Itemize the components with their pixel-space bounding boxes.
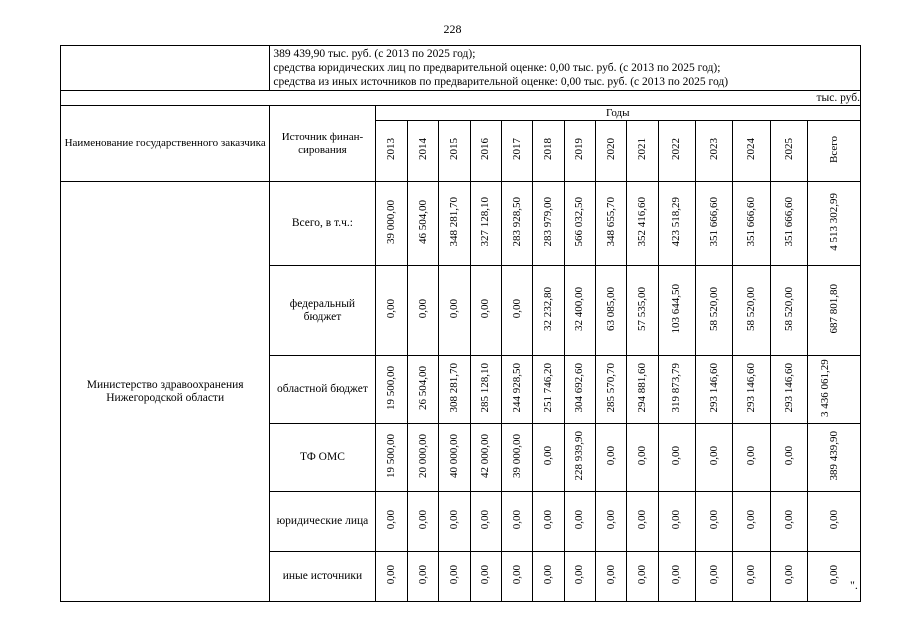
value-cell: [733, 356, 770, 424]
value-cell: [470, 424, 501, 492]
value-cell: [470, 552, 501, 602]
value-text: 283 928,50: [510, 196, 523, 247]
continuation-empty-cell: [61, 46, 270, 91]
value-text: 0,00: [670, 445, 683, 466]
value-text: 19 500,00: [384, 433, 397, 478]
header-customer: Наименование государственного заказчика: [61, 106, 270, 182]
value-cell: [696, 182, 733, 266]
header-year: [533, 121, 564, 182]
value-text: 285 570,70: [604, 362, 617, 413]
header-year-label: 2018: [541, 138, 554, 160]
continuation-text: [270, 46, 861, 91]
value-text: 0,00: [745, 445, 758, 466]
value-cell: [627, 492, 658, 552]
header-total-label: Всего: [827, 135, 840, 163]
continuation-row: [61, 46, 861, 91]
table-body: [61, 182, 861, 602]
page-number: 228: [443, 22, 462, 36]
header-year: [658, 121, 695, 182]
value-cell: [564, 182, 595, 266]
value-text: 0,00: [447, 564, 460, 585]
row-total-text: 687 801,80: [827, 283, 840, 334]
header-year: [627, 121, 658, 182]
funding-source: областной бюджет: [270, 356, 375, 424]
value-cell: [407, 356, 438, 424]
value-cell: [375, 266, 407, 356]
value-text: 304 692,60: [573, 362, 586, 413]
value-cell: [564, 356, 595, 424]
value-text: 0,00: [745, 564, 758, 585]
value-cell: [407, 182, 438, 266]
value-text: 228 939,90: [573, 430, 586, 481]
value-text: 0,00: [510, 509, 523, 530]
value-cell: [770, 424, 807, 492]
value-text: 0,00: [510, 298, 523, 319]
value-cell: [733, 424, 770, 492]
value-text: 308 281,70: [447, 362, 460, 413]
value-cell: [658, 182, 695, 266]
continuation-line: 389 439,90 тыс. руб. (с 2013 по 2025 год);: [273, 48, 476, 60]
value-text: 293 146,60: [782, 362, 795, 413]
value-cell: [501, 552, 532, 602]
value-cell: [439, 356, 470, 424]
value-cell: [533, 424, 564, 492]
funding-source: федеральный бюджет: [270, 266, 375, 356]
value-cell: [770, 356, 807, 424]
value-cell: [595, 492, 626, 552]
value-cell: [533, 266, 564, 356]
value-text: 0,00: [604, 509, 617, 530]
value-text: 0,00: [510, 564, 523, 585]
value-text: 0,00: [479, 298, 492, 319]
header-year: [770, 121, 807, 182]
value-text: 103 644,50: [670, 283, 683, 334]
header-year-label: 2013: [384, 138, 397, 160]
value-cell: [627, 424, 658, 492]
header-total: [808, 121, 861, 182]
value-text: 0,00: [479, 564, 492, 585]
value-cell: [470, 492, 501, 552]
value-text: 0,00: [635, 445, 648, 466]
value-text: 0,00: [541, 509, 554, 530]
value-cell: [533, 492, 564, 552]
header-year-label: 2021: [635, 138, 648, 160]
value-text: 0,00: [541, 564, 554, 585]
value-cell: [501, 424, 532, 492]
value-cell: [533, 182, 564, 266]
value-text: 0,00: [384, 298, 397, 319]
value-cell: [696, 266, 733, 356]
value-text: 352 416,60: [635, 196, 648, 247]
value-text: 0,00: [384, 564, 397, 585]
header-years-group: Годы: [375, 106, 860, 121]
header-year-label: 2016: [479, 138, 492, 160]
row-total-text: 0,00: [827, 509, 840, 530]
value-cell: [375, 182, 407, 266]
value-cell: [770, 266, 807, 356]
value-cell: [501, 356, 532, 424]
value-text: 0,00: [670, 564, 683, 585]
value-cell: [658, 356, 695, 424]
value-text: 0,00: [782, 564, 795, 585]
funding-source: ТФ ОМС: [270, 424, 375, 492]
value-text: 32 232,80: [541, 286, 554, 331]
value-text: 0,00: [447, 509, 460, 530]
value-text: 0,00: [707, 564, 720, 585]
value-text: 293 146,60: [745, 362, 758, 413]
value-text: 251 746,20: [541, 362, 554, 413]
value-text: 0,00: [416, 509, 429, 530]
value-cell: [501, 492, 532, 552]
value-cell: [439, 492, 470, 552]
value-cell: [439, 266, 470, 356]
header-year-label: 2025: [782, 138, 795, 160]
row-total-cell: [808, 182, 861, 266]
value-cell: [770, 492, 807, 552]
value-text: 348 655,70: [604, 196, 617, 247]
value-cell: [375, 424, 407, 492]
value-cell: [733, 552, 770, 602]
header-source: Источник финан-сирования: [270, 106, 375, 182]
funding-source: Всего, в т.ч.:: [270, 182, 375, 266]
value-cell: [470, 356, 501, 424]
value-text: 294 881,60: [635, 362, 648, 413]
value-text: 351 666,60: [782, 196, 795, 247]
value-cell: [439, 182, 470, 266]
value-cell: [658, 266, 695, 356]
value-cell: [501, 266, 532, 356]
value-cell: [533, 552, 564, 602]
value-cell: [595, 182, 626, 266]
table-row: [61, 182, 861, 266]
value-text: 351 666,60: [707, 196, 720, 247]
value-cell: [595, 266, 626, 356]
row-total-cell: [808, 356, 861, 424]
row-total-text: 4 513 302,99: [827, 192, 840, 251]
value-text: 0,00: [416, 298, 429, 319]
value-text: 57 535,00: [635, 286, 648, 331]
value-cell: [658, 552, 695, 602]
value-cell: [375, 552, 407, 602]
value-cell: [770, 552, 807, 602]
continuation-line: средства юридических лиц по предварительной оценке: 0,00 тыс. руб. (с 2013 по 2025 год);: [273, 62, 721, 74]
value-cell: [658, 424, 695, 492]
value-text: 0,00: [670, 509, 683, 530]
value-text: 0,00: [604, 564, 617, 585]
value-cell: [696, 492, 733, 552]
value-cell: [733, 266, 770, 356]
value-text: 0,00: [782, 445, 795, 466]
header-year-label: 2023: [707, 138, 720, 160]
value-text: 319 873,79: [670, 362, 683, 413]
value-text: 293 146,60: [707, 362, 720, 413]
closing-mark: ".: [850, 578, 858, 592]
header-year-label: 2015: [447, 138, 460, 160]
value-text: 39 000,00: [384, 199, 397, 244]
value-text: 348 281,70: [447, 196, 460, 247]
value-text: 63 085,00: [604, 286, 617, 331]
value-text: 0,00: [573, 564, 586, 585]
customer-name: Министерство здравоохранения Нижегородской области: [61, 182, 270, 602]
value-text: 32 400,00: [573, 286, 586, 331]
value-cell: [595, 552, 626, 602]
funding-source: иные источники: [270, 552, 375, 602]
value-text: 0,00: [447, 298, 460, 319]
value-text: 58 520,00: [707, 286, 720, 331]
value-text: 327 128,10: [479, 196, 492, 247]
value-cell: [564, 424, 595, 492]
value-text: 0,00: [635, 509, 648, 530]
continuation-line: средства из иных источников по предварительной оценке: 0,00 тыс. руб. (с 2013 по 2025 год): [273, 76, 729, 88]
value-cell: [770, 182, 807, 266]
header-year-label: 2022: [670, 138, 683, 160]
value-text: 0,00: [707, 509, 720, 530]
value-text: 58 520,00: [745, 286, 758, 331]
row-total-cell: [808, 424, 861, 492]
value-text: 58 520,00: [782, 286, 795, 331]
value-text: 0,00: [384, 509, 397, 530]
value-cell: [733, 182, 770, 266]
value-cell: [501, 182, 532, 266]
value-cell: [627, 356, 658, 424]
value-cell: [564, 552, 595, 602]
header-year: [501, 121, 532, 182]
value-text: 0,00: [604, 445, 617, 466]
value-cell: [595, 356, 626, 424]
value-cell: [627, 182, 658, 266]
value-cell: [696, 552, 733, 602]
value-text: 0,00: [635, 564, 648, 585]
header-year-label: 2017: [510, 138, 523, 160]
header-row-years-group: [61, 106, 861, 121]
header-year: [407, 121, 438, 182]
value-cell: [407, 266, 438, 356]
value-cell: [658, 492, 695, 552]
value-cell: [407, 552, 438, 602]
value-cell: [595, 424, 626, 492]
value-cell: [627, 266, 658, 356]
unit-label: тыс. руб.: [61, 91, 861, 106]
value-text: 351 666,60: [745, 196, 758, 247]
value-cell: [696, 356, 733, 424]
row-total-text: 3 436 061,29: [819, 358, 832, 417]
value-text: 20 000,00: [416, 433, 429, 478]
header-year: [375, 121, 407, 182]
header-year: [564, 121, 595, 182]
value-cell: [439, 552, 470, 602]
value-cell: [627, 552, 658, 602]
header-year-label: 2014: [416, 138, 429, 160]
header-year: [439, 121, 470, 182]
row-total-text: 0,00: [827, 564, 840, 585]
value-text: 42 000,00: [479, 433, 492, 478]
value-cell: [375, 356, 407, 424]
value-text: 39 000,00: [510, 433, 523, 478]
value-cell: [564, 492, 595, 552]
value-text: 423 518,29: [670, 196, 683, 247]
value-text: 40 000,00: [447, 433, 460, 478]
value-text: 46 504,00: [416, 199, 429, 244]
value-text: 0,00: [782, 509, 795, 530]
unit-row: [61, 91, 861, 106]
header-year-label: 2024: [745, 138, 758, 160]
value-text: 0,00: [745, 509, 758, 530]
header-year-label: 2019: [573, 138, 586, 160]
value-cell: [470, 266, 501, 356]
value-text: 283 979,00: [541, 196, 554, 247]
value-text: 244 928,50: [510, 362, 523, 413]
value-cell: [375, 492, 407, 552]
funding-source: юридические лица: [270, 492, 375, 552]
header-year: [696, 121, 733, 182]
value-text: 0,00: [573, 509, 586, 530]
value-cell: [470, 182, 501, 266]
funding-table: [60, 45, 861, 602]
value-text: 0,00: [479, 509, 492, 530]
value-cell: [439, 424, 470, 492]
row-total-cell: [808, 266, 861, 356]
value-cell: [564, 266, 595, 356]
value-text: 19 500,00: [384, 365, 397, 410]
value-cell: [533, 356, 564, 424]
header-year: [733, 121, 770, 182]
header-year: [595, 121, 626, 182]
value-cell: [407, 492, 438, 552]
value-text: 566 032,50: [573, 196, 586, 247]
row-total-cell: [808, 492, 861, 552]
value-cell: [733, 492, 770, 552]
header-year-label: 2020: [604, 138, 617, 160]
value-cell: [407, 424, 438, 492]
value-text: 285 128,10: [479, 362, 492, 413]
value-text: 0,00: [416, 564, 429, 585]
row-total-cell: [808, 552, 861, 602]
value-text: 0,00: [707, 445, 720, 466]
header-year: [470, 121, 501, 182]
value-text: 26 504,00: [416, 365, 429, 410]
value-cell: [696, 424, 733, 492]
row-total-text: 389 439,90: [827, 430, 840, 481]
value-text: 0,00: [541, 445, 554, 466]
